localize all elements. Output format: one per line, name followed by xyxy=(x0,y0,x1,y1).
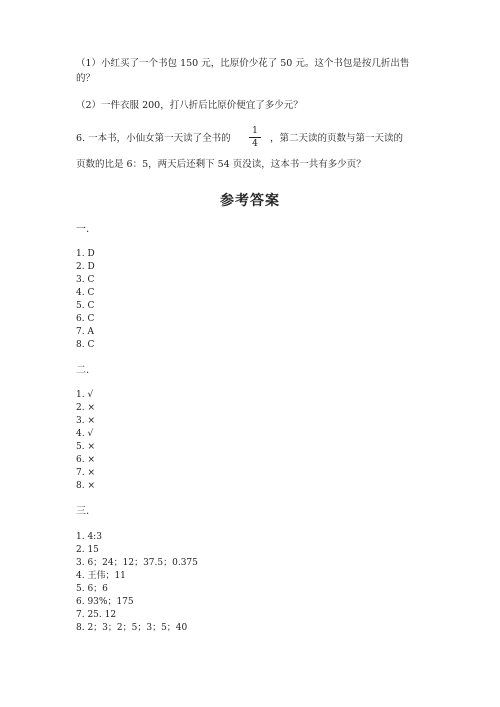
answer-item: 4. √ xyxy=(76,429,94,439)
answer-key-title: 参考答案 xyxy=(220,193,280,209)
section-3-heading: 三. xyxy=(76,506,90,517)
fraction-bar xyxy=(249,137,261,138)
question-6-part2: ，第二天读的页数与第一天读的 xyxy=(270,133,404,144)
answer-item: 3. 6；24；12；37.5；0.375 xyxy=(76,558,198,568)
question-5-1-line1: （1）小红买了一个书包 150 元，比原价少花了 50 元。这个书包是按几折出售 xyxy=(76,58,410,69)
answer-item: 8. × xyxy=(76,481,95,491)
answer-item: 4. C xyxy=(76,288,95,298)
answer-item: 8. C xyxy=(76,340,95,350)
answer-item: 7. A xyxy=(76,327,94,337)
answer-item: 1. √ xyxy=(76,390,94,400)
answer-item: 2. × xyxy=(76,403,95,413)
question-5-2: （2）一件衣服 200，打八折后比原价便宜了多少元？ xyxy=(76,100,303,111)
answer-item: 1. 4:3 xyxy=(76,532,102,542)
fraction-denominator: 4 xyxy=(252,139,258,149)
answer-item: 5. × xyxy=(76,442,95,452)
answer-item: 4. 王伟；11 xyxy=(76,571,126,581)
answer-item: 5. 6；6 xyxy=(76,584,108,594)
answer-item: 7. 25. 12 xyxy=(76,610,117,620)
question-6-line2: 页数的比是 6：5，两天后还剩下 54 页没读，这本书一共有多少页？ xyxy=(76,159,366,170)
fraction-one-quarter xyxy=(249,126,261,149)
answer-item: 2. 15 xyxy=(76,545,99,555)
answer-item: 3. C xyxy=(76,275,95,285)
answer-item: 2. D xyxy=(76,262,95,272)
question-5-1-line2: 的？ xyxy=(76,73,96,84)
answer-item: 5. C xyxy=(76,301,95,311)
answer-item: 8. 2；3；2；5；3；5；40 xyxy=(76,623,188,633)
fraction-numerator: 1 xyxy=(252,126,258,136)
question-6-part1: 6. 一本书，小仙女第一天读了全书的 xyxy=(76,133,231,144)
answer-item: 3. × xyxy=(76,416,95,426)
answer-item: 6. 93%；175 xyxy=(76,597,134,607)
section-2-heading: 二. xyxy=(76,365,90,376)
answer-item: 1. D xyxy=(76,249,95,259)
answer-item: 6. × xyxy=(76,455,95,465)
answer-item: 6. C xyxy=(76,314,95,324)
section-1-heading: 一. xyxy=(76,224,90,235)
answer-item: 7. × xyxy=(76,468,95,478)
